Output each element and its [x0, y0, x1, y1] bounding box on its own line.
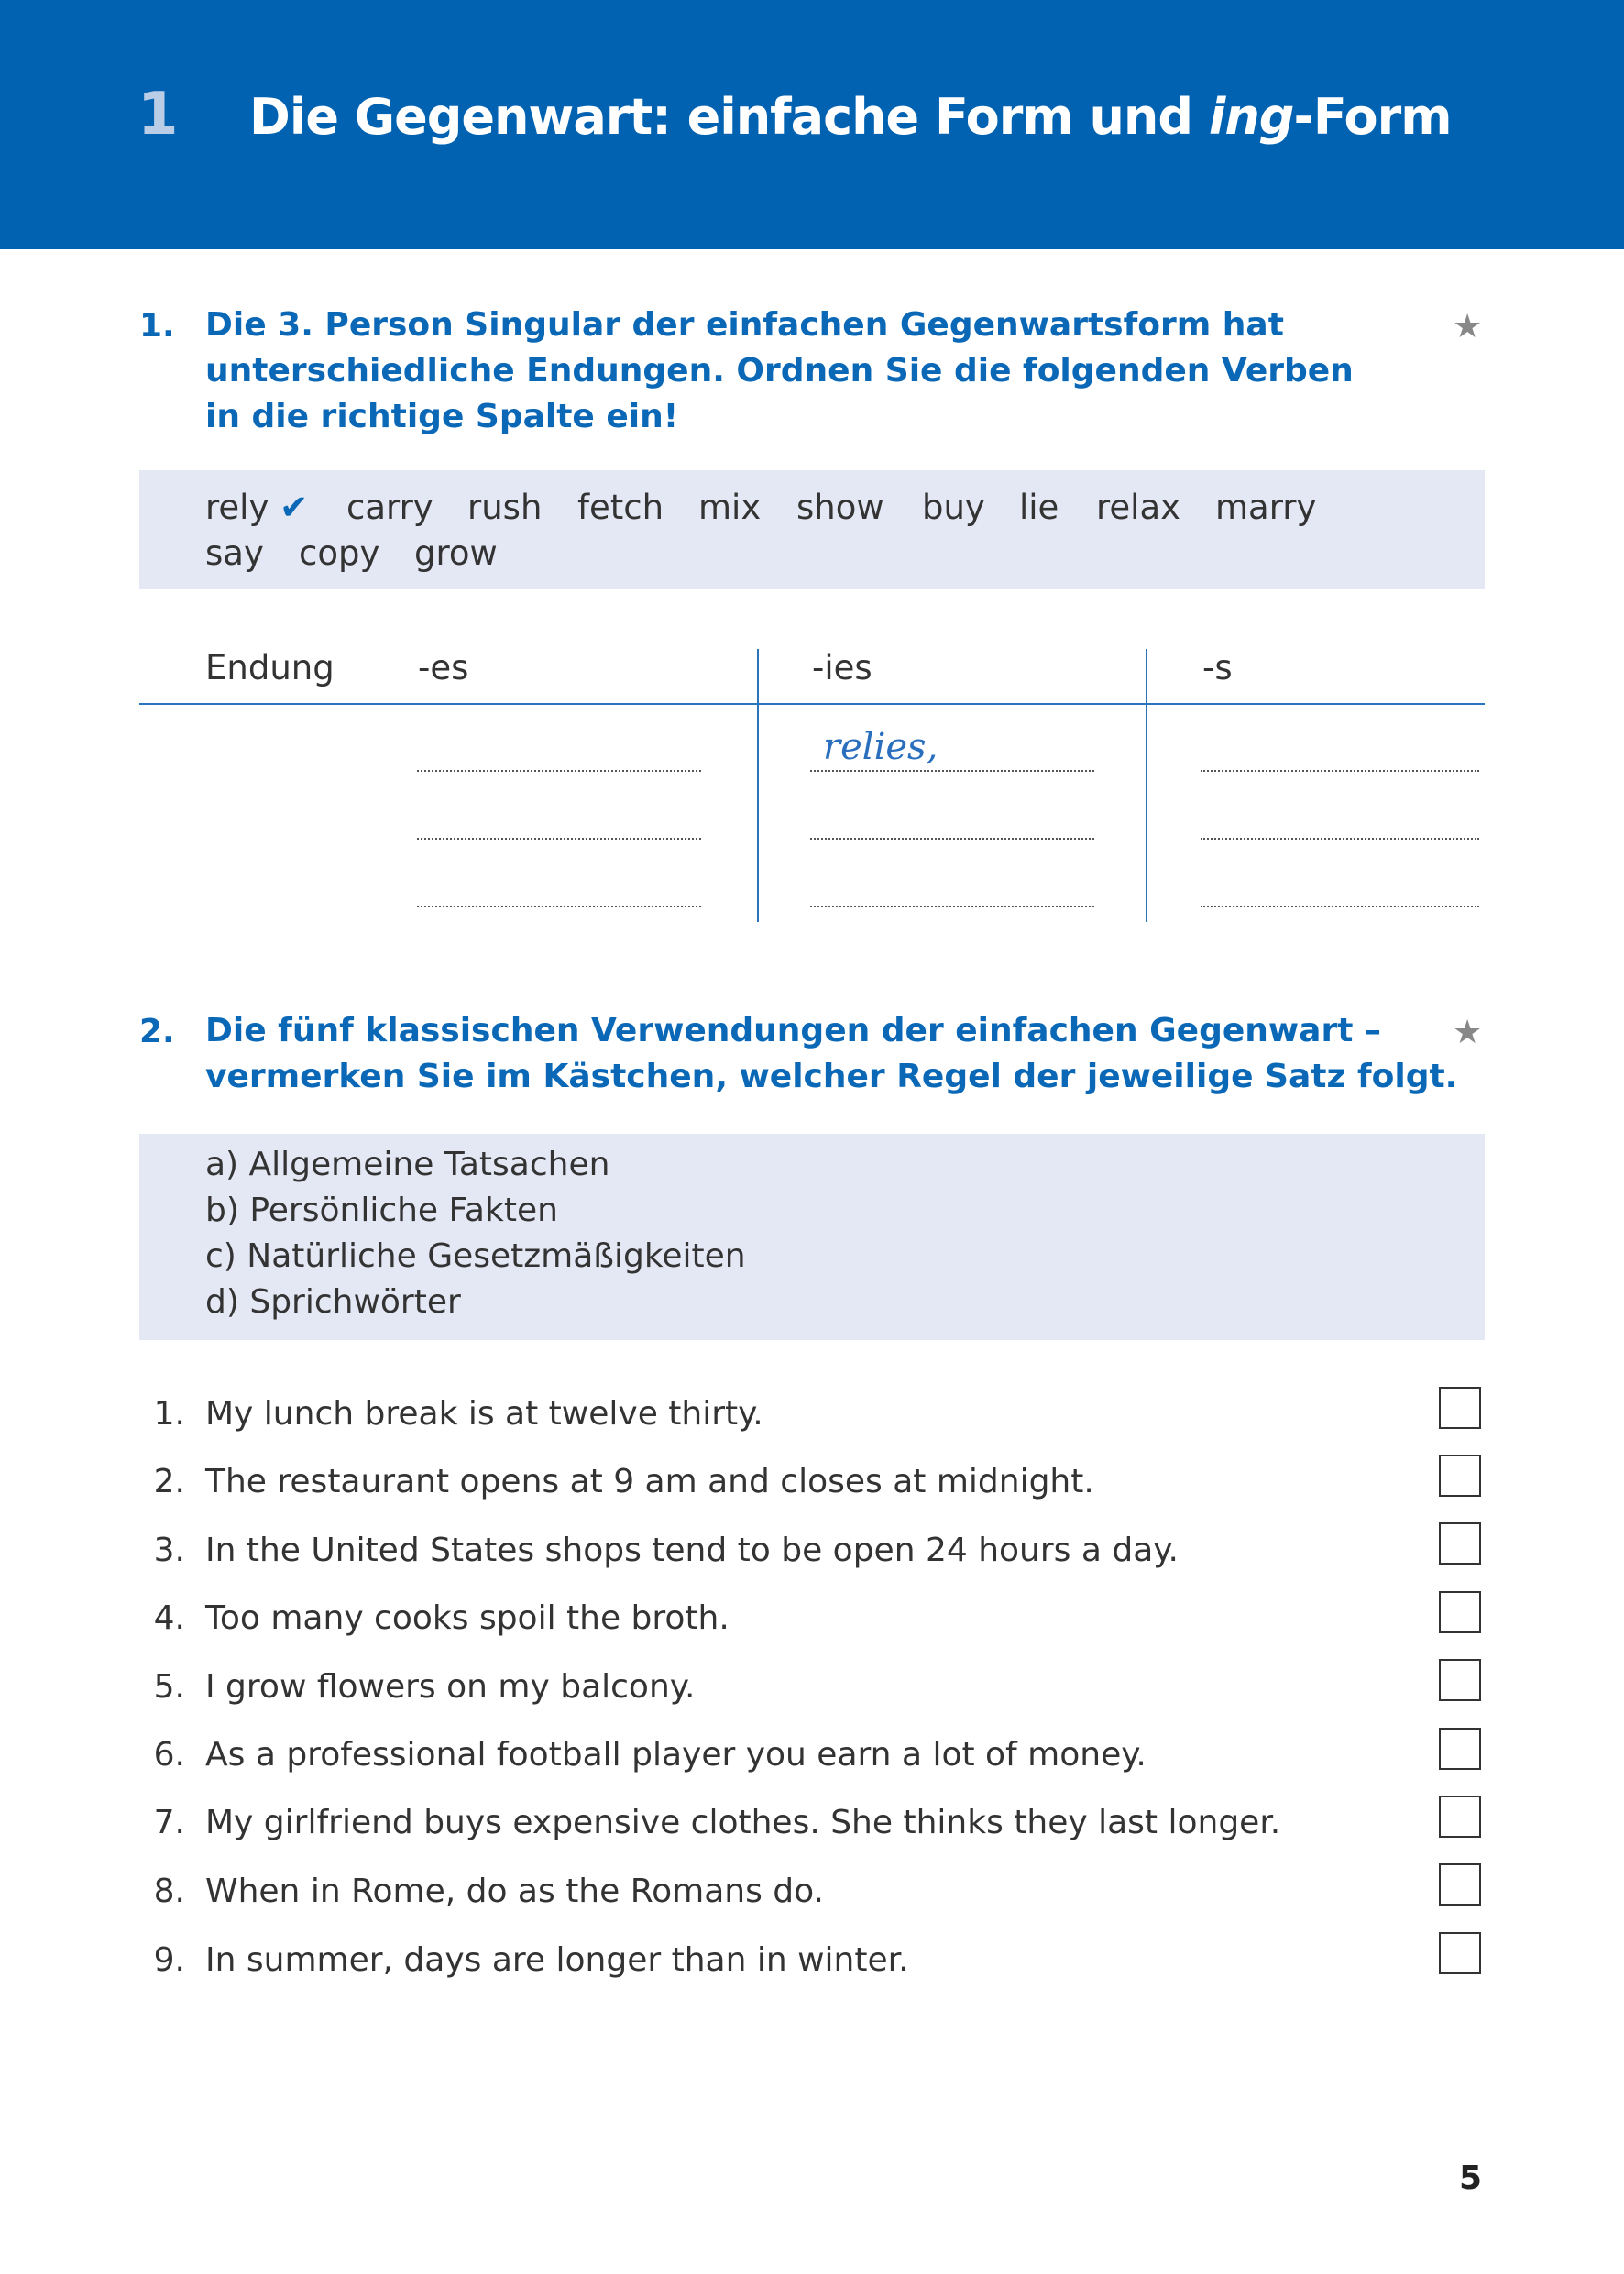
answer-line-s[interactable] [1201, 906, 1479, 907]
sentence-text: My girlfriend buys expensive clothes. She thinks they last longer. [205, 1804, 1281, 1841]
task2-number: 2. [139, 1013, 175, 1050]
rule-item: c) Natürliche Gesetzmäßigkeiten [205, 1237, 746, 1275]
answer-line-ies[interactable] [810, 906, 1094, 907]
sentence-number: 1. [153, 1395, 185, 1433]
table-header-s: -s [1202, 648, 1233, 687]
sentence-number: 5. [153, 1668, 185, 1706]
chapter-header [0, 0, 1624, 249]
task1-line: unterschiedliche Endungen. Ordnen Sie die folgenden Verben [205, 352, 1354, 390]
table-header-ies: -ies [812, 648, 872, 687]
sentence-number: 7. [153, 1804, 185, 1841]
answer-line-s[interactable] [1201, 770, 1479, 772]
sentence-number: 2. [153, 1463, 185, 1500]
table-column-divider [1146, 649, 1147, 922]
sentence-text: Too many cooks spoil the broth. [205, 1599, 730, 1637]
word-copy: copy [299, 533, 380, 573]
answer-line-es[interactable] [417, 906, 701, 907]
sentence-text: In the United States shops tend to be open 24 hours a day. [205, 1532, 1179, 1569]
page-number: 5 [1459, 2159, 1483, 2197]
rule-item: b) Persönliche Fakten [205, 1192, 558, 1229]
task2-line: Die fünf klassischen Verwendungen der einfachen Gegenwart – [205, 1012, 1381, 1049]
rule-item: a) Allgemeine Tatsachen [205, 1146, 610, 1183]
word-fetch: fetch [577, 488, 664, 527]
task2-instruction [205, 1008, 1457, 1100]
handwritten-example-answer: relies, [823, 726, 938, 768]
word-lie: lie [1019, 488, 1059, 527]
sentence-number: 9. [153, 1941, 185, 1979]
chapter-title-italic: ing [1208, 88, 1294, 146]
chapter-title-post: -Form [1293, 88, 1452, 146]
answer-line-ies[interactable] [810, 770, 1094, 772]
task1-line: Die 3. Person Singular der einfachen Gegenwartsform hat [205, 306, 1284, 344]
checkmark-icon: ✔ [280, 488, 309, 527]
word-marry: marry [1215, 488, 1317, 527]
task1-number: 1. [139, 307, 175, 345]
answer-checkbox[interactable] [1439, 1522, 1481, 1565]
answer-checkbox[interactable] [1439, 1659, 1481, 1701]
word-rush: rush [467, 488, 543, 527]
sentence-text: I grow flowers on my balcony. [205, 1668, 696, 1706]
sentence-text: In summer, days are longer than in winter. [205, 1941, 909, 1979]
sentence-number: 8. [153, 1873, 185, 1910]
sentence-text: As a professional football player you earn a lot of money. [205, 1736, 1147, 1774]
answer-checkbox[interactable] [1439, 1796, 1481, 1838]
table-header-es: -es [418, 648, 469, 687]
task2-line: vermerken Sie im Kästchen, welcher Regel der jeweilige Satz folgt. [205, 1058, 1458, 1095]
chapter-title [249, 88, 1452, 146]
task2-difficulty-star-icon: ★ [1453, 1014, 1483, 1051]
rule-item: d) Sprichwörter [205, 1283, 461, 1321]
word-buy: buy [922, 488, 985, 527]
table-column-divider [757, 649, 759, 922]
sentence-text: The restaurant opens at 9 am and closes at midnight. [205, 1463, 1094, 1500]
sentence-text: When in Rome, do as the Romans do. [205, 1873, 824, 1910]
sentence-number: 3. [153, 1532, 185, 1569]
answer-checkbox[interactable] [1439, 1932, 1481, 1974]
sentence-text: My lunch break is at twelve thirty. [205, 1395, 763, 1433]
answer-checkbox[interactable] [1439, 1863, 1481, 1906]
answer-checkbox[interactable] [1439, 1591, 1481, 1633]
word-mix: mix [698, 488, 762, 527]
task1-line: in die richtige Spalte ein! [205, 398, 679, 435]
answer-line-s[interactable] [1201, 838, 1479, 840]
table-row-label: Endung [205, 648, 335, 687]
answer-checkbox[interactable] [1439, 1728, 1481, 1770]
table-header-divider [139, 703, 1485, 705]
chapter-title-pre: Die Gegenwart: einfache Form und [249, 88, 1209, 146]
sentence-number: 6. [153, 1736, 185, 1774]
word-rely: rely ✔ [205, 488, 309, 527]
word-carry: carry [346, 488, 433, 527]
word-relax: relax [1096, 488, 1181, 527]
chapter-number: 1 [137, 81, 179, 148]
answer-line-es[interactable] [417, 770, 701, 772]
answer-line-es[interactable] [417, 838, 701, 840]
answer-line-ies[interactable] [810, 838, 1094, 840]
task1-instruction [205, 302, 1354, 440]
word-say: say [205, 533, 264, 573]
word-show: show [796, 488, 884, 527]
sentence-number: 4. [153, 1599, 185, 1637]
answer-checkbox[interactable] [1439, 1455, 1481, 1497]
answer-checkbox[interactable] [1439, 1387, 1481, 1429]
word-grow: grow [414, 533, 498, 573]
task1-difficulty-star-icon: ★ [1453, 308, 1483, 346]
